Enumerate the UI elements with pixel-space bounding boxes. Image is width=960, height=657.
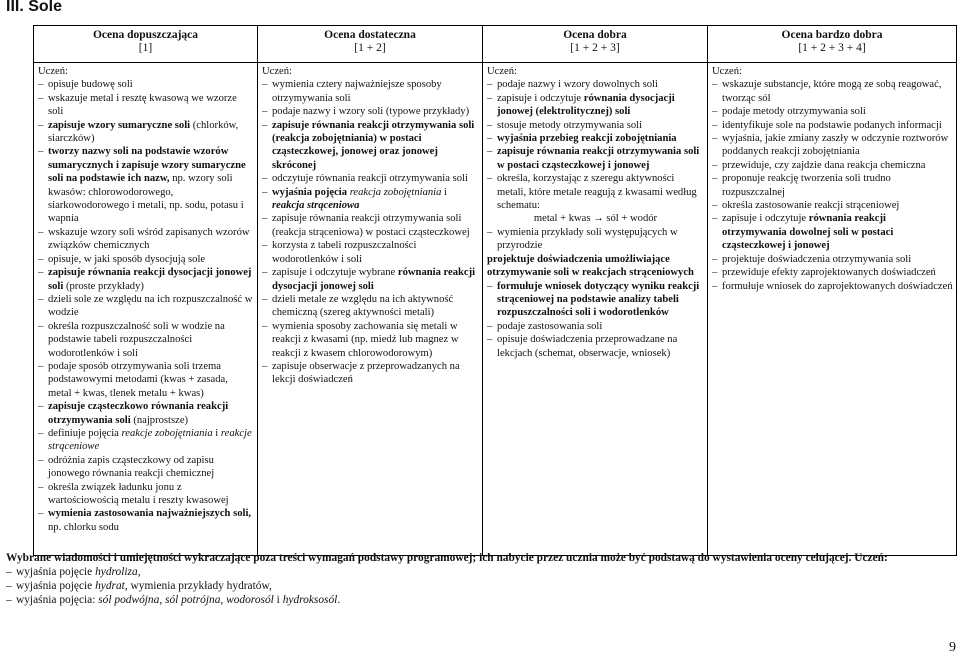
text-run: reakcja strąceniowa bbox=[272, 200, 360, 212]
text-run: (najprostsze) bbox=[130, 414, 189, 426]
list-item bbox=[38, 360, 254, 400]
text-run: . bbox=[337, 594, 341, 606]
list-item bbox=[6, 593, 946, 607]
requirement-list bbox=[487, 78, 704, 212]
text-run: opisuje budowę soli bbox=[48, 79, 133, 91]
text-run: określa, korzystając z szeregu aktywności metali, które metale reagują z kwasami według schematu: bbox=[497, 173, 697, 212]
column-header bbox=[708, 26, 957, 63]
text-run: zapisuje równania reakcji otrzymywania soli (reakcja zobojętniania) w postaci cząsteczkowej, jonowej oraz jonowej skróconej bbox=[272, 119, 475, 171]
dash-bullet: – bbox=[487, 119, 493, 131]
dash-bullet: – bbox=[38, 293, 44, 305]
requirement-plain bbox=[487, 253, 704, 280]
requirement-list bbox=[487, 226, 704, 253]
column-cell bbox=[483, 63, 708, 556]
dash-bullet: – bbox=[487, 133, 493, 145]
list-item bbox=[38, 119, 254, 146]
list-item bbox=[38, 481, 254, 508]
footer-intro: Wybrane wiadomości i umiejętności wykraczające poza treści wymagań podstawy programowej; ich nabycie przez ucznia może być podstawą do wystawienia oceny celującej. Uczeń: bbox=[6, 552, 888, 564]
text-run: podaje nazwy i wzory dowolnych soli bbox=[497, 79, 658, 91]
list-item bbox=[712, 253, 953, 266]
text-run: zapisuje obserwacje z przeprowadzanych na lekcji doświadczeń bbox=[272, 360, 460, 386]
dash-bullet: – bbox=[262, 240, 268, 252]
dash-bullet: – bbox=[262, 213, 268, 225]
text-run: , wymienia przykłady hydratów, bbox=[124, 580, 272, 592]
dash-bullet: – bbox=[6, 566, 12, 578]
text-run: wyjaśnia pojęcie bbox=[16, 566, 96, 578]
dash-bullet: – bbox=[262, 173, 268, 185]
column-header bbox=[258, 26, 483, 63]
dash-bullet: – bbox=[6, 580, 12, 592]
text-run: projektuje doświadczenia bbox=[487, 253, 606, 265]
dash-bullet: – bbox=[38, 79, 44, 91]
dash-bullet: – bbox=[712, 280, 718, 292]
list-item bbox=[712, 280, 953, 293]
list-item bbox=[262, 239, 479, 266]
list-item bbox=[6, 565, 946, 579]
dash-bullet: – bbox=[487, 280, 493, 292]
text-run: zapisuje równania reakcji otrzymywania soli w postaci cząsteczkowej i jonowej bbox=[497, 146, 700, 171]
dash-bullet: – bbox=[487, 226, 493, 238]
dash-bullet: – bbox=[262, 267, 268, 279]
text-run: (chlorków, siarczków) bbox=[48, 119, 239, 145]
text-run: wyjaśnia pojęcia bbox=[272, 186, 348, 198]
dash-bullet: – bbox=[38, 454, 44, 466]
grade-range: [1 + 2 + 3] bbox=[570, 42, 620, 54]
list-item bbox=[487, 78, 704, 91]
dash-bullet: – bbox=[38, 226, 44, 238]
text-run: korzysta z tabeli rozpuszczalności wodorotlenków i soli bbox=[272, 240, 417, 265]
dash-bullet: – bbox=[38, 253, 44, 265]
dash-bullet: – bbox=[262, 186, 268, 198]
dash-bullet: – bbox=[487, 79, 493, 91]
text-run: wodorosól bbox=[226, 594, 274, 606]
text-run: zapisuje równania reakcji otrzymywania soli (reakcja strąceniowa) w postaci cząsteczkowej bbox=[272, 213, 470, 238]
text-run: hydrat bbox=[95, 580, 125, 592]
dash-bullet: – bbox=[38, 360, 44, 372]
dash-bullet: – bbox=[38, 146, 44, 158]
dash-bullet: – bbox=[6, 594, 12, 606]
text-run: równania dysocjacji jonowej (elektrolitycznej) soli bbox=[497, 92, 675, 118]
list-item bbox=[487, 132, 704, 145]
grade-range: [1] bbox=[138, 42, 153, 54]
text-run: wskazuje substancje, które mogą ze sobą reagować, tworząc sól bbox=[722, 79, 942, 104]
text-run: i bbox=[273, 594, 283, 606]
text-run: określa związek ładunku jonu z wartościowością metalu i reszty kwasowej bbox=[48, 481, 229, 506]
text-run: opisuje, w jaki sposób dysocjują sole bbox=[48, 253, 206, 265]
text-run: wyjaśnia przebieg reakcji zobojętniania bbox=[497, 133, 677, 145]
dash-bullet: – bbox=[38, 92, 44, 104]
text-run: reakcje zobojętniania bbox=[121, 427, 213, 439]
list-item bbox=[262, 78, 479, 105]
dash-bullet: – bbox=[712, 213, 718, 225]
text-run: przewiduje efekty zaprojektowanych doświadczeń bbox=[722, 267, 936, 279]
text-run: reakcja zobojętniania bbox=[349, 186, 442, 198]
dash-bullet: – bbox=[712, 106, 718, 118]
list-item bbox=[262, 360, 479, 387]
dash-bullet: – bbox=[262, 79, 268, 91]
text-run: tworzy nazwy soli na podstawie wzorów sumarycznych i zapisuje wzory sumaryczne soli na podstawie ich nazw, bbox=[48, 146, 246, 185]
text-run: umożliwiające otrzymywanie soli w reakcjach strąceniowych bbox=[487, 253, 694, 279]
list-item bbox=[38, 226, 254, 253]
list-item bbox=[38, 320, 254, 360]
list-item bbox=[38, 293, 254, 320]
text-run: wymienia cztery najważniejsze sposoby otrzymywania soli bbox=[272, 79, 442, 104]
list-item bbox=[487, 226, 704, 253]
grade-title: Ocena dobra bbox=[563, 29, 627, 41]
dash-bullet: – bbox=[712, 267, 718, 279]
dash-bullet: – bbox=[712, 133, 718, 145]
text-run: określa zastosowanie reakcji strąceniowej bbox=[722, 200, 900, 212]
list-item bbox=[712, 266, 953, 279]
text-run: , bbox=[220, 594, 227, 606]
grade-title: Ocena dopuszczająca bbox=[92, 29, 199, 41]
list-item bbox=[38, 400, 254, 427]
list-item bbox=[487, 333, 704, 360]
list-item bbox=[712, 119, 953, 132]
dash-bullet: – bbox=[38, 508, 44, 520]
dash-bullet: – bbox=[38, 481, 44, 493]
text-run: formułuje wniosek dotyczący wyniku reakcji strąceniowej na podstawie analizy tabeli rozpuszczalności soli i wodorotlenków bbox=[497, 280, 700, 319]
column-cell bbox=[708, 63, 957, 556]
text-run: np. chlorku sodu bbox=[48, 521, 119, 533]
list-item bbox=[712, 212, 953, 252]
text-run: przewiduje, czy zajdzie dana reakcja chemiczna bbox=[722, 159, 926, 171]
text-run: odczytuje równania reakcji otrzymywania soli bbox=[272, 173, 468, 185]
text-run: równania reakcji otrzymywania dowolnej soli w postaci cząsteczkowej i jonowej bbox=[722, 213, 894, 252]
dash-bullet: – bbox=[712, 173, 718, 185]
text-run: dzieli metale ze względu na ich aktywność chemiczną (szereg aktywności metali) bbox=[272, 293, 454, 319]
text-run: (proste przykłady) bbox=[63, 280, 144, 292]
column-header bbox=[483, 26, 708, 63]
text-run: identyfikuje sole na podstawie podanych informacji bbox=[722, 119, 942, 131]
text-run: wskazuje wzory soli wśród zapisanych wzorów związków chemicznych bbox=[48, 226, 250, 252]
text-run: sól podwójna bbox=[98, 594, 160, 606]
dash-bullet: – bbox=[487, 334, 493, 346]
text-run: zapisuje i odczytuje bbox=[497, 92, 584, 104]
dash-bullet: – bbox=[38, 427, 44, 439]
list-item bbox=[38, 78, 254, 91]
list-item bbox=[712, 132, 953, 159]
text-run: i bbox=[441, 186, 447, 198]
list-item bbox=[6, 579, 946, 593]
text-run: podaje metody otrzymywania soli bbox=[722, 106, 866, 118]
list-item bbox=[38, 266, 254, 293]
dash-bullet: – bbox=[262, 360, 268, 372]
text-run: wyjaśnia pojęcia: bbox=[16, 594, 99, 606]
list-item bbox=[712, 172, 953, 199]
dash-bullet: – bbox=[38, 119, 44, 131]
text-run: i bbox=[212, 427, 221, 439]
text-run: podaje nazwy i wzory soli (typowe przykłady) bbox=[272, 106, 470, 118]
requirements-table bbox=[33, 25, 957, 556]
grade-range: [1 + 2 + 3 + 4] bbox=[798, 42, 866, 54]
text-run: hydroksosól bbox=[282, 594, 338, 606]
text-run: np. wzory soli kwasów: chlorowodorowego, siarkowodorowego i metali, np. sodu, potasu i wapnia bbox=[48, 173, 244, 225]
list-item bbox=[262, 105, 479, 118]
text-run: proponuje reakcję tworzenia soli trudno rozpuszczalnej bbox=[722, 173, 891, 198]
dash-bullet: – bbox=[487, 320, 493, 332]
dash-bullet: – bbox=[712, 200, 718, 212]
dash-bullet: – bbox=[487, 173, 493, 185]
text-run: wymienia sposoby zachowania się metali w reakcji z kwasami (np. miedź lub magnez w reakcji z kwasem chlorowodorowym) bbox=[272, 320, 459, 359]
column-cell bbox=[34, 63, 258, 556]
plain-item bbox=[487, 254, 694, 278]
text-run: podaje zastosowania soli bbox=[497, 320, 603, 332]
dash-bullet: – bbox=[487, 92, 493, 104]
list-item bbox=[38, 507, 254, 534]
text-run: , bbox=[137, 566, 141, 578]
list-item bbox=[262, 293, 479, 320]
dash-bullet: – bbox=[262, 320, 268, 332]
reaction-scheme: metal + kwas → sól + wodór bbox=[533, 213, 658, 225]
text-run: odróżnia zapis cząsteczkowy od zapisu jonowego równania reakcji chemicznej bbox=[48, 454, 215, 480]
text-run: zapisuje cząsteczkowo równania reakcji otrzymywania soli bbox=[48, 401, 229, 426]
requirement-list bbox=[262, 78, 479, 386]
dash-bullet: – bbox=[262, 106, 268, 118]
list-item bbox=[712, 78, 953, 105]
requirement-list bbox=[487, 280, 704, 360]
text-run: stosuje metody otrzymywania soli bbox=[497, 119, 643, 131]
dash-bullet: – bbox=[262, 119, 268, 131]
list-item bbox=[487, 119, 704, 132]
list-item bbox=[262, 119, 479, 173]
list-item bbox=[487, 172, 704, 212]
text-run: reakcje strąceniowe bbox=[48, 427, 252, 453]
grade-title: Ocena bardzo dobra bbox=[781, 29, 883, 41]
list-item bbox=[262, 186, 479, 213]
header-row bbox=[34, 26, 957, 63]
list-item bbox=[712, 105, 953, 118]
column-cell bbox=[258, 63, 483, 556]
text-run: opisuje doświadczenia przeprowadzane na lekcjach (schemat, obserwacje, wniosek) bbox=[497, 334, 678, 359]
list-item bbox=[38, 92, 254, 119]
list-item bbox=[38, 253, 254, 266]
list-item bbox=[712, 199, 953, 212]
dash-bullet: – bbox=[712, 79, 718, 91]
cell-lead: Uczeń: bbox=[487, 66, 517, 77]
text-run: zapisuje równania reakcji dysocjacji jonowej soli bbox=[48, 267, 252, 292]
text-run: określa rozpuszczalność soli w wodzie na podstawie tabeli rozpuszczalności wodorotlenków i soli bbox=[48, 320, 225, 359]
list-item bbox=[262, 172, 479, 185]
text-run: projektuje doświadczenia otrzymywania soli bbox=[722, 253, 912, 265]
text-run: zapisuje wzory sumaryczne soli bbox=[48, 119, 191, 131]
text-run: wymienia przykłady soli występujących w przyrodzie bbox=[497, 226, 678, 252]
list-item bbox=[38, 454, 254, 481]
grade-range: [1 + 2] bbox=[354, 42, 386, 54]
column-header bbox=[34, 26, 258, 63]
text-run: sól potrójna bbox=[165, 594, 221, 606]
dash-bullet: – bbox=[262, 293, 268, 305]
text-run: hydroliza bbox=[95, 566, 138, 578]
list-item bbox=[487, 92, 704, 119]
list-item bbox=[487, 145, 704, 172]
cell-lead: Uczeń: bbox=[38, 66, 68, 77]
footer-note bbox=[6, 551, 946, 607]
grade-title: Ocena dostateczna bbox=[324, 29, 416, 41]
dash-bullet: – bbox=[712, 119, 718, 131]
text-run: wymienia zastosowania najważniejszych soli, bbox=[48, 508, 252, 520]
list-item bbox=[262, 266, 479, 293]
text-run: wyjaśnia pojęcie bbox=[16, 580, 96, 592]
dash-bullet: – bbox=[38, 267, 44, 279]
cell-lead: Uczeń: bbox=[712, 66, 742, 77]
text-run: wyjaśnia, jakie zmiany zaszły w odczynie roztworów poddanych reakcji zobojętniania bbox=[722, 133, 949, 158]
dash-bullet: – bbox=[38, 320, 44, 332]
cell-lead: Uczeń: bbox=[262, 66, 292, 77]
list-item bbox=[38, 145, 254, 225]
dash-bullet: – bbox=[38, 401, 44, 413]
dash-bullet: – bbox=[712, 253, 718, 265]
text-run: zapisuje i odczytuje bbox=[722, 213, 809, 225]
text-run: definiuje pojęcia bbox=[48, 427, 122, 439]
text-run: wskazuje metal i resztę kwasową we wzorze soli bbox=[48, 92, 237, 118]
dash-bullet: – bbox=[712, 159, 718, 171]
list-item bbox=[262, 212, 479, 239]
text-run: zapisuje i odczytuje wybrane bbox=[272, 267, 398, 279]
list-item bbox=[38, 427, 254, 454]
list-item bbox=[712, 159, 953, 172]
text-run: dzieli sole ze względu na ich rozpuszczalność w wodzie bbox=[48, 293, 253, 319]
text-run: , bbox=[159, 594, 166, 606]
content-row bbox=[34, 63, 957, 556]
list-item bbox=[262, 320, 479, 360]
footer-list bbox=[6, 565, 946, 607]
list-item bbox=[487, 320, 704, 333]
page-number: 9 bbox=[949, 640, 956, 655]
text-run: podaje sposób otrzymywania soli trzema podstawowymi metodami (kwas + zasada, metal + kwas, tlenek metalu + kwas) bbox=[48, 360, 228, 399]
dash-bullet: – bbox=[487, 146, 493, 158]
list-item bbox=[487, 280, 704, 320]
requirement-list bbox=[38, 78, 254, 534]
text-run: równania reakcji dysocjacji jonowej soli bbox=[272, 267, 476, 292]
section-title: III. Sole bbox=[6, 0, 63, 15]
requirement-list bbox=[712, 78, 953, 293]
text-run: formułuje wniosek do zaprojektowanych doświadczeń bbox=[722, 280, 953, 292]
